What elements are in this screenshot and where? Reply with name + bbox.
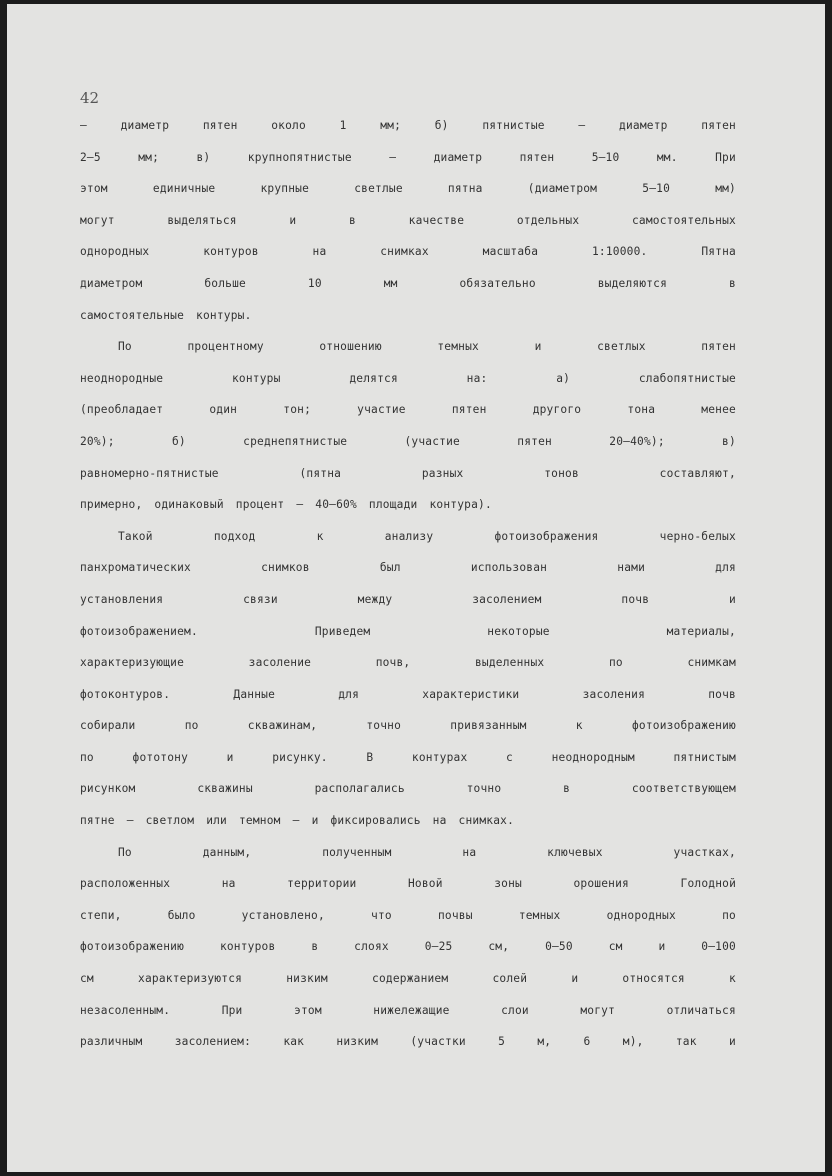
text-word: и bbox=[729, 592, 736, 606]
text-word: 0–100 bbox=[701, 940, 736, 954]
text-word: пятне bbox=[80, 814, 115, 828]
text-word: м), bbox=[622, 1035, 644, 1049]
text-line bbox=[80, 710, 736, 742]
text-word: 0–25 bbox=[424, 940, 453, 954]
text-line bbox=[80, 521, 736, 553]
text-word: ключевых bbox=[547, 845, 603, 859]
text-word: привязанным bbox=[450, 719, 527, 733]
text-word: снимкам bbox=[687, 656, 736, 670]
text-word: 1:10000. bbox=[591, 245, 648, 259]
text-line bbox=[80, 173, 736, 205]
text-word: б) bbox=[434, 119, 449, 132]
text-word: орошения bbox=[573, 877, 629, 891]
text-word: тон; bbox=[283, 403, 312, 417]
text-word: площади bbox=[368, 498, 418, 512]
text-word: панхроматических bbox=[80, 561, 191, 575]
text-word: почв bbox=[621, 592, 650, 606]
text-word: характеризующие bbox=[80, 656, 185, 670]
text-word: тонов bbox=[544, 466, 579, 480]
text-word: как bbox=[283, 1035, 305, 1049]
text-word: пятна bbox=[447, 182, 483, 196]
text-line bbox=[80, 552, 736, 584]
text-word: см bbox=[608, 940, 623, 954]
text-word: – bbox=[80, 119, 87, 132]
text-word: (преобладает bbox=[80, 403, 164, 417]
text-word: выделенных bbox=[474, 656, 545, 670]
text-line bbox=[80, 268, 736, 300]
text-word: почвы bbox=[437, 908, 473, 922]
text-word: характеристики bbox=[422, 687, 520, 701]
text-line bbox=[80, 426, 736, 458]
text-line bbox=[80, 773, 736, 805]
text-word: см bbox=[80, 972, 94, 986]
text-word: б) bbox=[171, 434, 186, 448]
text-line bbox=[80, 363, 736, 395]
text-word: менее bbox=[701, 403, 736, 417]
text-line bbox=[80, 584, 736, 616]
text-word: фотоизображения bbox=[494, 529, 599, 543]
text-line bbox=[80, 458, 736, 490]
text-word: на: bbox=[466, 371, 488, 385]
text-word: низким bbox=[336, 1035, 379, 1049]
text-word: и bbox=[571, 972, 579, 986]
text-word: а) bbox=[556, 371, 571, 385]
text-word: отдельных bbox=[516, 213, 580, 227]
text-line bbox=[80, 300, 736, 332]
text-word: было bbox=[167, 908, 196, 922]
text-word: (участки bbox=[410, 1035, 466, 1049]
text-word: – bbox=[296, 498, 304, 512]
text-word: обязательно bbox=[459, 276, 536, 290]
text-word: по bbox=[184, 719, 199, 733]
text-word: для bbox=[338, 687, 360, 701]
text-word: анализу bbox=[384, 529, 434, 543]
text-word: участие bbox=[357, 403, 406, 417]
text-word: слоях bbox=[354, 940, 389, 954]
text-word: Приведем bbox=[314, 624, 371, 638]
text-word: использован bbox=[470, 561, 548, 575]
text-line bbox=[80, 837, 736, 869]
text-word: точно bbox=[366, 719, 402, 733]
text-line bbox=[80, 331, 736, 363]
text-word: 40–60% bbox=[315, 498, 357, 512]
text-line bbox=[80, 489, 736, 521]
text-word: между bbox=[357, 592, 393, 606]
text-word: незасоленным. bbox=[80, 1003, 171, 1017]
text-word: делятся bbox=[349, 371, 398, 385]
text-word: или bbox=[206, 814, 227, 828]
text-word: на bbox=[432, 814, 447, 828]
text-word: фотоконтуров. bbox=[80, 687, 171, 701]
text-word: могут bbox=[580, 1003, 616, 1017]
text-word: Пятна bbox=[701, 245, 736, 259]
text-word: мм) bbox=[715, 182, 736, 196]
text-word: подход bbox=[213, 529, 256, 543]
text-word: этом bbox=[294, 1003, 322, 1017]
text-word: самостоятельных bbox=[631, 213, 736, 227]
text-word: некоторые bbox=[487, 624, 550, 638]
text-word: на bbox=[221, 877, 236, 891]
text-word: в bbox=[728, 276, 736, 290]
text-word: контура). bbox=[429, 498, 492, 512]
text-word: диаметр bbox=[619, 119, 668, 132]
text-word: темном bbox=[239, 814, 281, 828]
text-word: пятен bbox=[701, 340, 736, 354]
text-word: неоднородные bbox=[80, 371, 164, 385]
text-word: территории bbox=[287, 877, 357, 891]
text-word: связи bbox=[243, 592, 278, 606]
text-word: одинаковый bbox=[154, 498, 224, 512]
text-word: – bbox=[578, 119, 586, 132]
text-word: мм. bbox=[656, 150, 678, 164]
text-word: снимках. bbox=[458, 814, 515, 828]
text-line bbox=[80, 868, 736, 900]
text-word: скважинам, bbox=[247, 719, 318, 733]
text-word: пятен bbox=[451, 403, 487, 417]
text-word: засоление bbox=[248, 656, 312, 670]
text-word: см, bbox=[488, 940, 510, 954]
text-word: засолением: bbox=[174, 1035, 252, 1049]
text-word: 20%); bbox=[80, 434, 115, 448]
text-word: к bbox=[728, 972, 736, 986]
text-word: около bbox=[271, 119, 306, 132]
text-word: мм bbox=[383, 276, 398, 290]
text-word: По bbox=[118, 340, 132, 354]
text-word: 1 bbox=[339, 119, 347, 132]
text-word: 6 bbox=[583, 1035, 591, 1049]
text-word: и bbox=[658, 940, 666, 954]
text-line bbox=[80, 900, 736, 932]
text-word: Голодной bbox=[680, 877, 736, 891]
text-word: точно bbox=[466, 782, 502, 796]
text-word: рисунком bbox=[80, 782, 136, 796]
text-word: Такой bbox=[118, 529, 153, 543]
text-word: и bbox=[728, 1035, 736, 1049]
text-word: выделяются bbox=[597, 276, 668, 290]
text-word: 5–10 bbox=[642, 182, 671, 196]
text-word: светлые bbox=[354, 182, 403, 196]
text-word: – bbox=[389, 150, 397, 164]
text-word: пятнистые bbox=[482, 119, 545, 132]
text-word: другого bbox=[532, 403, 582, 417]
text-word: слои bbox=[501, 1003, 529, 1017]
text-word: масштаба bbox=[482, 245, 539, 259]
text-word: контурах bbox=[411, 750, 468, 764]
text-word: расположенных bbox=[80, 877, 171, 891]
text-word: Новой bbox=[408, 877, 443, 891]
text-word: черно-белых bbox=[659, 529, 736, 543]
text-word: почв, bbox=[375, 656, 411, 670]
text-word: При bbox=[221, 1003, 243, 1017]
text-line bbox=[80, 236, 736, 268]
text-word: установления bbox=[80, 592, 164, 606]
text-word: темных bbox=[437, 340, 479, 354]
text-word: диаметр bbox=[433, 150, 483, 164]
text-word: составляют, bbox=[659, 466, 736, 480]
body-text bbox=[80, 110, 736, 1058]
text-word: данным, bbox=[202, 845, 252, 859]
text-word: солей bbox=[492, 972, 528, 986]
text-line bbox=[80, 963, 736, 995]
text-word: могут bbox=[80, 213, 115, 227]
text-word: фиксировались bbox=[330, 814, 421, 828]
text-word: пятен bbox=[701, 119, 736, 132]
text-word: относятся bbox=[622, 972, 685, 986]
text-word: в bbox=[311, 940, 319, 954]
text-word: контуров bbox=[219, 940, 276, 954]
text-word: примерно, bbox=[80, 498, 143, 512]
text-word: был bbox=[379, 561, 401, 575]
text-word: равномерно-пятнистые bbox=[80, 466, 219, 480]
text-word: диаметр bbox=[120, 119, 170, 132]
text-word: по bbox=[722, 908, 736, 922]
text-word: м, bbox=[537, 1035, 552, 1049]
text-word: в bbox=[349, 213, 356, 227]
text-word: контуров bbox=[203, 245, 259, 259]
text-word: – bbox=[292, 814, 300, 828]
text-line bbox=[80, 995, 736, 1027]
text-line bbox=[80, 205, 736, 237]
text-word: содержанием bbox=[372, 972, 449, 986]
text-word: 2–5 bbox=[80, 150, 101, 164]
text-word: почв bbox=[708, 687, 736, 701]
text-word: однородных bbox=[80, 245, 150, 259]
text-word: степи, bbox=[80, 908, 122, 922]
text-word: низким bbox=[286, 972, 328, 986]
text-word: различным bbox=[80, 1035, 143, 1049]
text-line bbox=[80, 805, 736, 837]
text-word: фототону bbox=[132, 750, 188, 764]
text-word: фотоизображению bbox=[631, 719, 736, 733]
text-word: (участие bbox=[404, 434, 460, 448]
text-word: нижележащие bbox=[373, 1003, 450, 1017]
text-word: в) bbox=[196, 150, 211, 164]
text-word: по bbox=[608, 656, 623, 670]
text-word: участках, bbox=[673, 845, 736, 859]
text-word: Данные bbox=[233, 687, 276, 701]
text-word: и bbox=[226, 750, 234, 764]
text-word: (диаметром bbox=[527, 182, 598, 196]
text-word: диаметром bbox=[80, 276, 143, 290]
text-word: снимков bbox=[261, 561, 310, 575]
text-word: и bbox=[534, 340, 542, 354]
text-word: рисунку. bbox=[272, 750, 328, 764]
document-page bbox=[7, 4, 825, 1172]
text-word: крупные bbox=[260, 182, 310, 196]
text-word: 0–50 bbox=[545, 940, 573, 954]
text-word: – bbox=[126, 814, 134, 828]
text-word: При bbox=[715, 150, 736, 164]
text-word: самостоятельные bbox=[80, 308, 185, 322]
text-line bbox=[80, 647, 736, 679]
text-word: один bbox=[209, 403, 238, 417]
text-word: контуры. bbox=[196, 308, 252, 322]
text-word: выделяться bbox=[167, 213, 237, 227]
text-word: мм; bbox=[380, 119, 402, 132]
text-word: единичные bbox=[152, 182, 216, 196]
text-word: с bbox=[506, 750, 513, 764]
text-word: к bbox=[316, 529, 324, 543]
text-line bbox=[80, 394, 736, 426]
text-word: В bbox=[366, 750, 374, 764]
text-word: 10 bbox=[307, 276, 322, 290]
text-word: фотоизображению bbox=[80, 940, 185, 954]
text-word: и bbox=[289, 213, 297, 227]
text-word: процентному bbox=[187, 340, 264, 354]
text-word: на bbox=[462, 845, 477, 859]
text-word: больше bbox=[204, 276, 246, 290]
text-word: По bbox=[118, 845, 132, 859]
text-word: скважины bbox=[197, 782, 253, 796]
text-word: контуры bbox=[232, 371, 281, 385]
text-word: 5 bbox=[498, 1035, 506, 1049]
text-word: так bbox=[675, 1035, 697, 1049]
text-word: и bbox=[311, 814, 319, 828]
text-word: светлом bbox=[145, 814, 195, 828]
text-word: нами bbox=[617, 561, 646, 575]
text-line bbox=[80, 1026, 736, 1058]
text-word: разных bbox=[421, 466, 464, 480]
text-word: этом bbox=[80, 182, 108, 196]
text-word: засолением bbox=[472, 592, 542, 606]
text-line bbox=[80, 679, 736, 711]
text-line bbox=[80, 742, 736, 774]
text-word: качестве bbox=[408, 213, 465, 227]
text-line bbox=[80, 142, 736, 174]
text-word: соответствующем bbox=[631, 782, 736, 796]
text-word: к bbox=[575, 719, 583, 733]
text-word: тона bbox=[627, 403, 656, 417]
text-word: материалы, bbox=[666, 624, 736, 638]
text-word: снимках bbox=[380, 245, 429, 259]
text-word: располагались bbox=[314, 782, 405, 796]
text-line bbox=[80, 931, 736, 963]
text-word: фотоизображением. bbox=[80, 624, 198, 638]
text-word: (пятна bbox=[299, 466, 342, 480]
text-word: что bbox=[371, 908, 392, 922]
text-word: пятен bbox=[202, 119, 238, 132]
text-word: темных bbox=[518, 908, 561, 922]
text-word: характеризуются bbox=[138, 972, 243, 986]
text-word: полученным bbox=[322, 845, 392, 859]
text-word: однородных bbox=[606, 908, 676, 922]
text-word: для bbox=[715, 561, 736, 575]
text-word: мм; bbox=[138, 150, 160, 164]
text-line bbox=[80, 110, 736, 142]
text-word: собирали bbox=[80, 719, 136, 733]
text-word: по bbox=[80, 750, 94, 764]
text-word: процент bbox=[235, 498, 285, 512]
text-word: в) bbox=[722, 434, 736, 448]
text-word: пятен bbox=[517, 434, 552, 448]
text-word: слабопятнистые bbox=[638, 371, 736, 385]
text-word: на bbox=[312, 245, 327, 259]
text-word: крупнопятнистые bbox=[247, 150, 352, 164]
text-word: 20–40%); bbox=[609, 434, 665, 448]
text-word: зоны bbox=[494, 877, 522, 891]
text-word: отношению bbox=[319, 340, 382, 354]
text-word: среднепятнистые bbox=[243, 434, 348, 448]
text-line bbox=[80, 616, 736, 648]
text-word: пятнистым bbox=[673, 750, 736, 764]
text-word: светлых bbox=[597, 340, 646, 354]
text-word: пятен bbox=[519, 150, 555, 164]
text-word: засоления bbox=[582, 687, 646, 701]
text-word: 5–10 bbox=[591, 150, 620, 164]
page-number: 42 bbox=[80, 89, 100, 107]
text-word: отличаться bbox=[666, 1003, 736, 1017]
text-word: установлено, bbox=[241, 908, 325, 922]
text-word: в bbox=[563, 782, 571, 796]
text-word: неоднородным bbox=[551, 750, 635, 764]
